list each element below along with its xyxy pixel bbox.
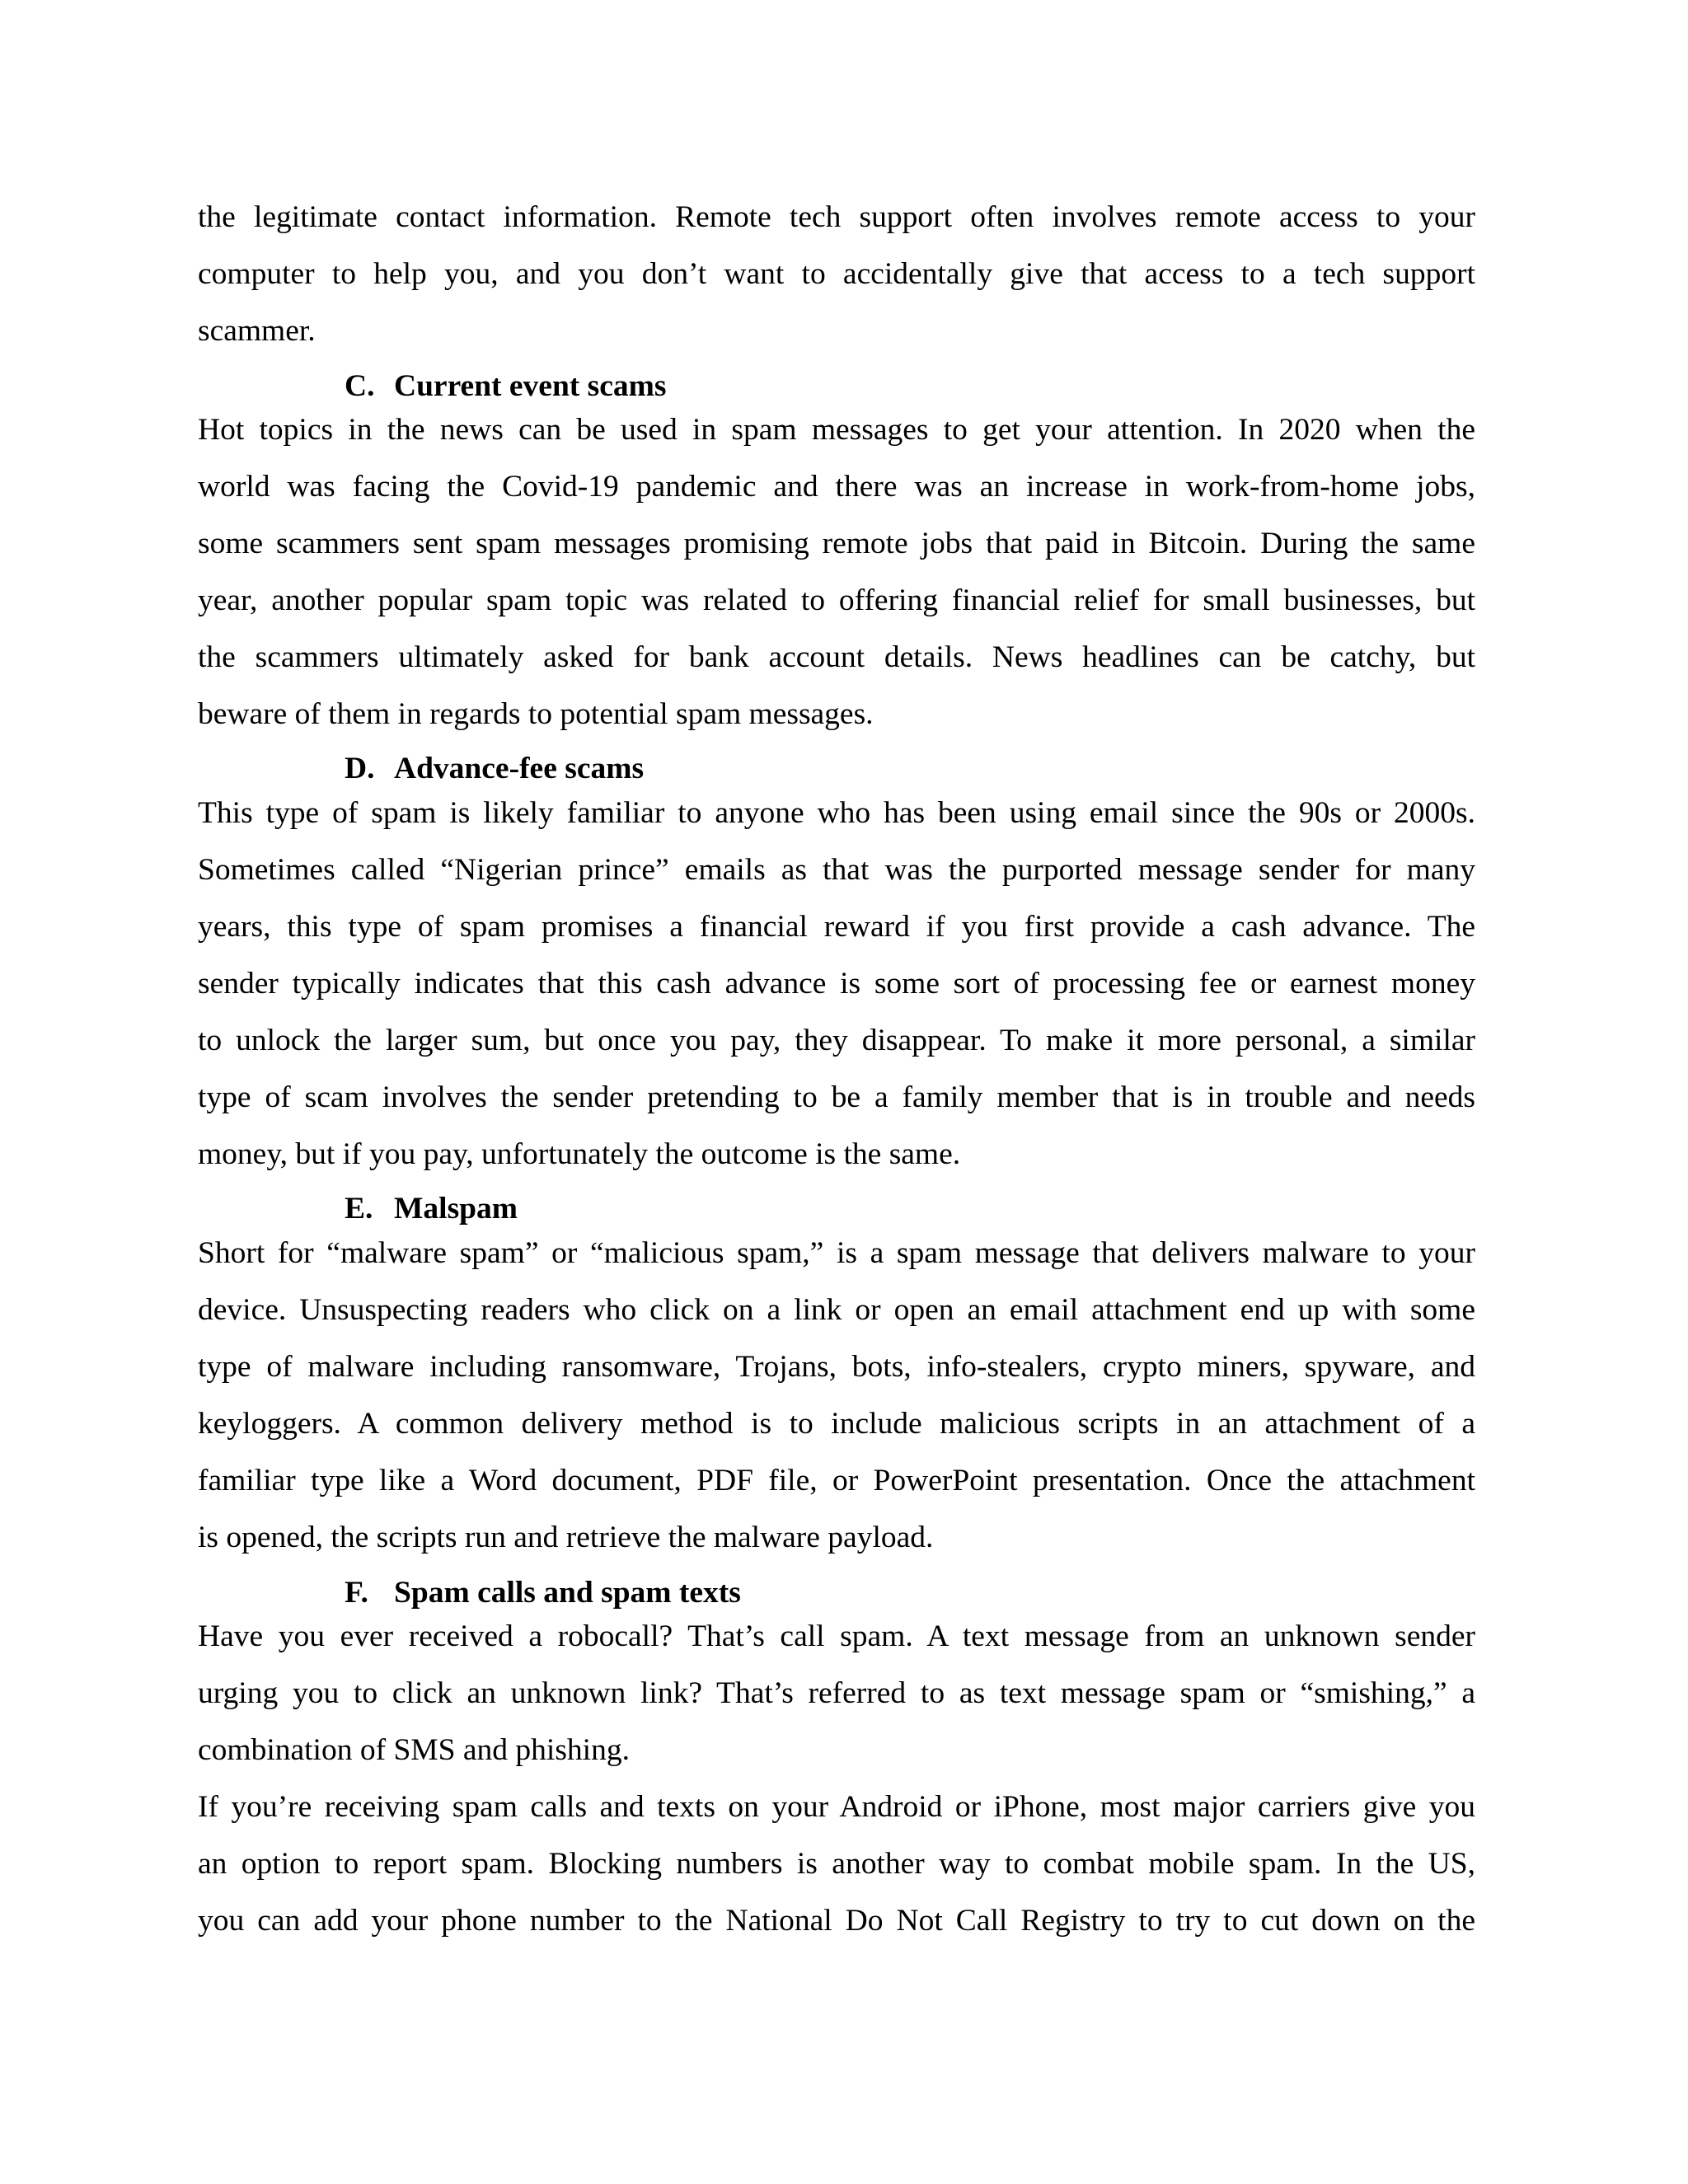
section-heading-e [345, 1191, 518, 1227]
body-text-line: computer to help you, and you don’t want to accidentally give that access to a tech support [198, 257, 1475, 291]
body-text-line: world was facing the Covid-19 pandemic and there was an increase in work-from-home jobs, [198, 470, 1475, 504]
body-text-line: to unlock the larger sum, but once you pay, they disappear. To make it more personal, a similar [198, 1024, 1475, 1057]
body-text-line: urging you to click an unknown link? That’s referred to as text message spam or “smishing,” a [198, 1676, 1475, 1710]
body-text-line: type of scam involves the sender pretending to be a family member that is in trouble and needs [198, 1080, 1475, 1114]
section-letter: D. [345, 752, 375, 785]
body-text-line: beware of them in regards to potential spam messages. [198, 697, 874, 731]
body-text-line: the scammers ultimately asked for bank account details. News headlines can be catchy, but [198, 640, 1475, 674]
section-title: Current event scams [394, 369, 667, 403]
section-letter: F. [345, 1576, 368, 1610]
section-heading-f [345, 1575, 741, 1611]
body-text-line: sender typically indicates that this cash advance is some sort of processing fee or earnest money [198, 967, 1475, 1001]
body-text-line: device. Unsuspecting readers who click on a link or open an email attachment end up with some [198, 1293, 1475, 1327]
body-text-line: some scammers sent spam messages promising remote jobs that paid in Bitcoin. During the same [198, 527, 1475, 560]
section-letter: C. [345, 369, 375, 403]
body-text-line: scammer. [198, 314, 316, 348]
body-text-line: This type of spam is likely familiar to anyone who has been using email since the 90s or 2000s. [198, 796, 1475, 830]
body-text-line: you can add your phone number to the National Do Not Call Registry to try to cut down on the [198, 1904, 1475, 1938]
body-text-line: combination of SMS and phishing. [198, 1733, 630, 1767]
body-text-line: type of malware including ransomware, Trojans, bots, info-stealers, crypto miners, spyware, and [198, 1350, 1475, 1384]
body-text-line: is opened, the scripts run and retrieve the malware payload. [198, 1521, 934, 1554]
body-text-line: Short for “malware spam” or “malicious spam,” is a spam message that delivers malware to your [198, 1236, 1475, 1270]
body-text-line: money, but if you pay, unfortunately the outcome is the same. [198, 1137, 961, 1171]
body-text-line: If you’re receiving spam calls and texts on your Android or iPhone, most major carriers give you [198, 1790, 1475, 1824]
body-text-line: year, another popular spam topic was related to offering financial relief for small businesses, but [198, 583, 1475, 617]
body-text-line: keyloggers. A common delivery method is to include malicious scripts in an attachment of a [198, 1407, 1475, 1441]
section-heading-c [345, 368, 667, 405]
section-letter: E. [345, 1192, 373, 1226]
section-heading-d [345, 751, 644, 787]
section-title: Advance-fee scams [394, 752, 645, 785]
body-text-line: the legitimate contact information. Remote tech support often involves remote access to your [198, 200, 1475, 234]
body-text-line: Sometimes called “Nigerian prince” emails as that was the purported message sender for many [198, 853, 1475, 887]
body-text-line: Hot topics in the news can be used in spam messages to get your attention. In 2020 when the [198, 413, 1475, 447]
body-text-line: Have you ever received a robocall? That’s call spam. A text message from an unknown sender [198, 1619, 1475, 1653]
body-text-line: familiar type like a Word document, PDF file, or PowerPoint presentation. Once the attachment [198, 1464, 1475, 1497]
section-title: Malspam [394, 1192, 518, 1226]
body-text-line: an option to report spam. Blocking numbers is another way to combat mobile spam. In the US, [198, 1847, 1475, 1881]
body-text-line: years, this type of spam promises a financial reward if you first provide a cash advance. The [198, 910, 1475, 944]
section-title: Spam calls and spam texts [394, 1576, 741, 1610]
